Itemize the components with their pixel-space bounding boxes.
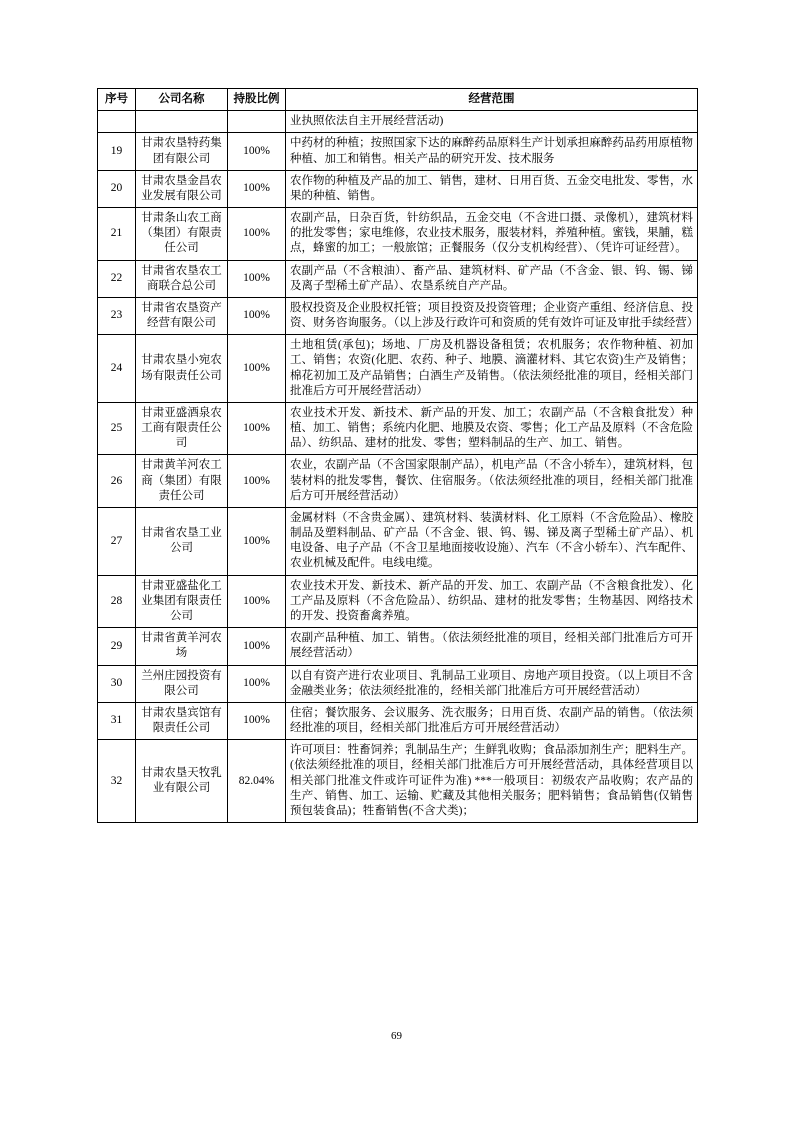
cell-company-name: 甘肃省农垦农工商联合总公司: [136, 260, 228, 297]
table-row: [98, 133, 698, 170]
cell-company-name: 甘肃省农垦工业公司: [136, 507, 228, 575]
cell-ratio: 100%: [228, 507, 286, 575]
cell-business-scope: 业执照依法自主开展经营活动): [286, 111, 698, 133]
cell-business-scope: 金属材料（不含贵金属）、建筑材料、装潢材料、化工原料（不含危险品）、橡胶制品及塑料制品、矿产品（不含金、银、钨、锡、锑及离子型稀土矿产品）、机电设备、电子产品（不含卫星地面接收设施）、汽车（不含小轿车）、汽车配件、农业机械及配件。电线电缆。: [286, 507, 698, 575]
cell-seq: 24: [98, 335, 136, 403]
cell-business-scope: 住宿；餐饮服务、会议服务、洗衣服务；日用百货、农副产品的销售。（依法须经批准的项目，经相关部门批准后方可开展经营活动）: [286, 702, 698, 739]
cell-business-scope: 农副产品种植、加工、销售。（依法须经批准的项目，经相关部门批准后方可开展经营活动）: [286, 628, 698, 665]
company-table-container: [97, 88, 697, 823]
table-header: [98, 89, 698, 111]
cell-business-scope: 股权投资及企业股权托管；项目投资及投资管理；企业资产重组、经济信息、投资、财务咨询服务。（以上涉及行政许可和资质的凭有效许可证及审批手续经营）: [286, 297, 698, 334]
cell-business-scope: 中药材的种植；按照国家下达的麻醉药品原料生产计划承担麻醉药品药用原植物种植、加工和销售。相关产品的研究开发、技术服务: [286, 133, 698, 170]
cell-company-name: [136, 111, 228, 133]
cell-company-name: 甘肃农垦天牧乳业有限公司: [136, 740, 228, 823]
cell-company-name: 甘肃亚盛酒泉农工商有限责任公司: [136, 402, 228, 455]
cell-business-scope: 以自有资产进行农业项目、乳制品工业项目、房地产项目投资。（以上项目不含金融类业务；依法须经批准的，经相关部门批准后方可开展经营活动）: [286, 665, 698, 702]
cell-company-name: 甘肃亚盛盐化工业集团有限责任公司: [136, 575, 228, 628]
column-header-seq: 序号: [98, 89, 136, 111]
cell-ratio: 100%: [228, 297, 286, 334]
company-table: [97, 88, 698, 823]
table-row: [98, 297, 698, 334]
table-row: [98, 208, 698, 261]
table-body: [98, 111, 698, 823]
cell-ratio: 100%: [228, 455, 286, 508]
cell-seq: [98, 111, 136, 133]
cell-company-name: 甘肃农垦宾馆有限责任公司: [136, 702, 228, 739]
cell-seq: 25: [98, 402, 136, 455]
cell-seq: 27: [98, 507, 136, 575]
cell-seq: 28: [98, 575, 136, 628]
cell-ratio: 100%: [228, 665, 286, 702]
cell-business-scope: 土地租赁(承包)；场地、厂房及机器设备租赁；农机服务；农作物种植、初加工、销售；农资(化肥、农药、种子、地膜、滴灌材料、其它农资)生产及销售；棉花初加工及产品销售；白酒生产及销售。（依法须经批准的项目，经相关部门批准后方可开展经营活动）: [286, 335, 698, 403]
cell-company-name: 兰州庄园投资有限公司: [136, 665, 228, 702]
cell-seq: 20: [98, 170, 136, 207]
cell-seq: 32: [98, 740, 136, 823]
cell-ratio: 100%: [228, 575, 286, 628]
cell-business-scope: 农业技术开发、新技术、新产品的开发、加工、农副产品（不含粮食批发）、化工产品及原料（不含危险品）、纺织品、建材的批发零售；生物基因、网络技术的开发、投资畜禽养殖。: [286, 575, 698, 628]
cell-seq: 22: [98, 260, 136, 297]
table-row: [98, 402, 698, 455]
table-row: [98, 507, 698, 575]
table-row: [98, 740, 698, 823]
cell-company-name: 甘肃农垦特药集团有限公司: [136, 133, 228, 170]
cell-seq: 31: [98, 702, 136, 739]
cell-business-scope: 农业技术开发、新技术、新产品的开发、加工；农副产品（不含粮食批发）种植、加工、销售；系统内化肥、地膜及农资、零售；化工产品及原料（不含危险品）、纺织品、建材的批发、零售；塑料制品的生产、加工、销售。: [286, 402, 698, 455]
cell-ratio: 100%: [228, 170, 286, 207]
column-header-business-scope: 经营范围: [286, 89, 698, 111]
cell-ratio: 100%: [228, 208, 286, 261]
cell-ratio: 82.04%: [228, 740, 286, 823]
cell-ratio: 100%: [228, 702, 286, 739]
table-row: [98, 335, 698, 403]
cell-ratio: 100%: [228, 260, 286, 297]
cell-business-scope: 农副产品（不含粮油）、畜产品、建筑材料、矿产品（不含金、银、钨、锡、锑及离子型稀土矿产品）、农垦系统自产产品。: [286, 260, 698, 297]
table-row: [98, 455, 698, 508]
cell-company-name: 甘肃条山农工商（集团）有限责任公司: [136, 208, 228, 261]
cell-seq: 29: [98, 628, 136, 665]
cell-seq: 26: [98, 455, 136, 508]
cell-company-name: 甘肃省黄羊河农场: [136, 628, 228, 665]
table-row: [98, 111, 698, 133]
cell-ratio: 100%: [228, 133, 286, 170]
cell-company-name: 甘肃农垦金昌农业发展有限公司: [136, 170, 228, 207]
table-header-row: [98, 89, 698, 111]
table-row: [98, 628, 698, 665]
cell-business-scope: 农副产品，日杂百货，针纺织品，五金交电（不含进口摄、录像机），建筑材料的批发零售；家电维修，农业技术服务，服装材料，养殖种植。蜜钱，果脯，糕点，蜂蜜的加工；一般旅馆；正餐服务（仅分支机构经营）、（凭许可证经营）。: [286, 208, 698, 261]
cell-company-name: 甘肃农垦小宛农场有限责任公司: [136, 335, 228, 403]
table-row: [98, 575, 698, 628]
table-row: [98, 702, 698, 739]
cell-ratio: 100%: [228, 402, 286, 455]
table-row: [98, 260, 698, 297]
cell-ratio: 100%: [228, 335, 286, 403]
cell-seq: 30: [98, 665, 136, 702]
table-row: [98, 170, 698, 207]
cell-ratio: 100%: [228, 628, 286, 665]
column-header-shareholding-ratio: 持股比例: [228, 89, 286, 111]
cell-company-name: 甘肃黄羊河农工商（集团）有限责任公司: [136, 455, 228, 508]
column-header-company-name: 公司名称: [136, 89, 228, 111]
cell-business-scope: 农业，农副产品（不含国家限制产品），机电产品（不含小轿车），建筑材料，包装材料的批发零售，餐饮、住宿服务。（依法须经批准的项目，经相关部门批准后方可开展经营活动）: [286, 455, 698, 508]
cell-seq: 23: [98, 297, 136, 334]
cell-seq: 19: [98, 133, 136, 170]
cell-business-scope: 农作物的种植及产品的加工、销售，建材、日用百货、五金交电批发、零售，水果的种植、销售。: [286, 170, 698, 207]
cell-ratio: [228, 111, 286, 133]
page-number: 69: [391, 1030, 402, 1042]
table-row: [98, 665, 698, 702]
cell-business-scope: 许可项目：牲畜饲养；乳制品生产；生鲜乳收购；食品添加剂生产；肥料生产。(依法须经批准的项目，经相关部门批准后方可开展经营活动，具体经营项目以相关部门批准文件或许可证件为准) ***一般项目：初级农产品收购；农产品的生产、销售、加工、运输、贮藏及其他相关服务；肥料销售；食品销售(仅销售预包装食品)；牲畜销售(不含犬类)；: [286, 740, 698, 823]
cell-seq: 21: [98, 208, 136, 261]
cell-company-name: 甘肃省农垦资产经营有限公司: [136, 297, 228, 334]
